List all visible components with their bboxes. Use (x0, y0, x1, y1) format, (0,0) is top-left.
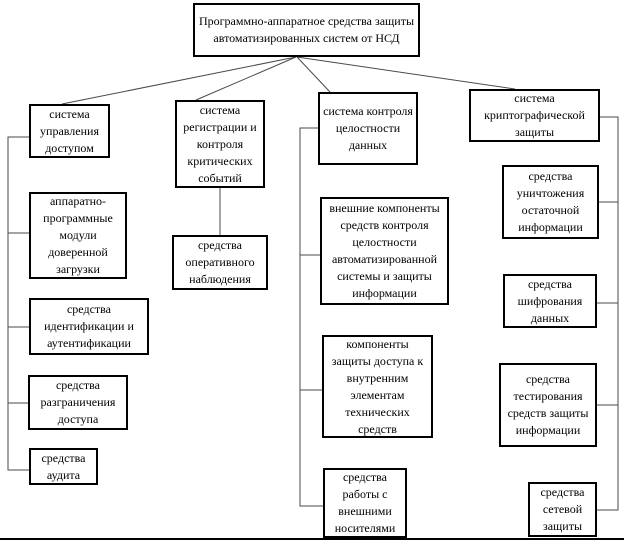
node-network-protection: средства сетевой защиты (528, 482, 597, 537)
edge-root-col1 (62, 57, 296, 104)
node-external-media-tools: средства работы с внешними носителями (323, 468, 407, 538)
bottom-rule (0, 538, 624, 540)
edge-root-col2 (196, 57, 296, 100)
node-data-integrity-system: система контроля целостности данных (318, 92, 418, 165)
edge-root-col3 (297, 57, 330, 92)
rail-col3 (300, 128, 323, 506)
node-access-delimitation: средства разграничения доступа (28, 375, 128, 430)
node-access-control-system: система управления доступом (29, 104, 110, 158)
node-external-integrity-components: внешние компоненты средств контроля целостности автоматизированной системы и защиты информации (320, 197, 449, 305)
rail-col1 (8, 137, 29, 470)
node-root: Программно-аппаратное средства защиты автоматизированных систем от НСД (193, 3, 420, 57)
node-residual-info-destruction: средства уничтожения остаточной информации (502, 165, 599, 239)
node-internal-access-protection: компоненты защиты доступа к внутренним элементам технических средств (322, 335, 433, 438)
node-data-encryption: средства шифрования данных (503, 274, 597, 328)
edge-root-col4 (297, 57, 515, 89)
node-identification-authentication: средства идентификации и аутентификации (29, 298, 149, 355)
node-cryptographic-protection-system: система криптографической защиты (469, 89, 600, 142)
node-operational-monitoring: средства оперативного наблюдения (172, 235, 268, 290)
rail-col4 (597, 117, 618, 510)
node-audit-tools: средства аудита (29, 448, 98, 485)
node-protection-testing-tools: средства тестирования средств защиты информации (499, 363, 597, 447)
node-trusted-boot-modules: аппаратно-программные модули доверенной загрузки (29, 192, 127, 279)
node-event-registration-system: система регистрации и контроля критических событий (175, 100, 265, 188)
